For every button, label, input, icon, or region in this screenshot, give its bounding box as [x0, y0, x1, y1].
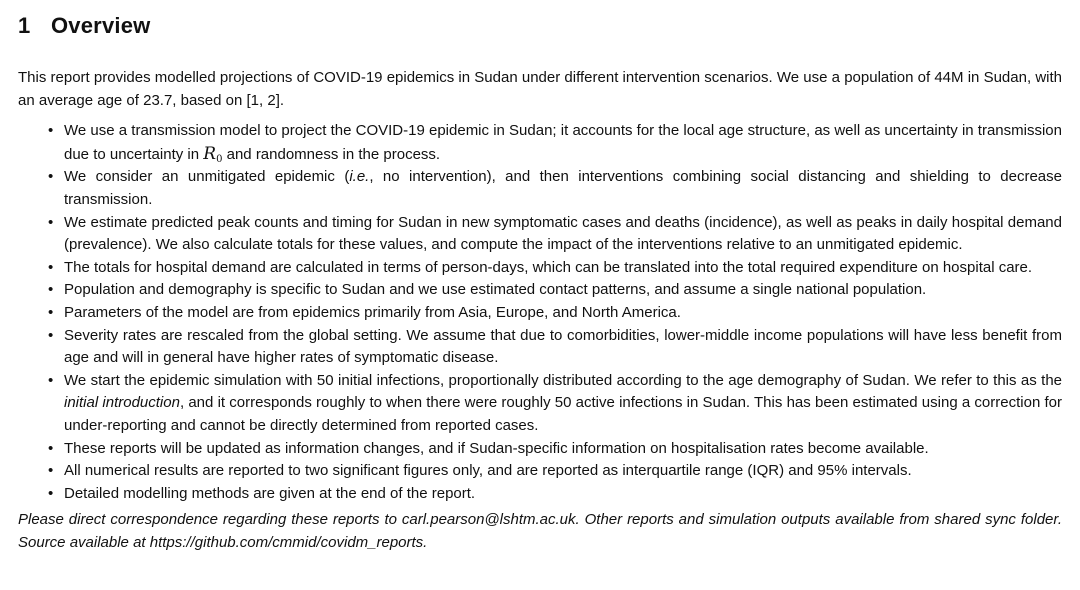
- bullet-text-continued: , no intervention), and then interventions combining social distancing and shielding to decrease transmission.: [64, 168, 1062, 208]
- bullet-item-methods: [18, 483, 1062, 506]
- bullet-text: We estimate predicted peak counts and timing for Sudan in new symptomatic cases and deaths (incidence), as well as peaks in daily hospital demand (prevalence). We also calculate totals for these values, and compute the impact of the interventions relative to an unmitigated epidemic.: [64, 213, 1062, 254]
- bullet-text: Population and demography is specific to Sudan and we use estimated contact patterns, and assume a single national population.: [64, 281, 927, 299]
- bullet-item-demography: [18, 279, 1062, 302]
- emphasis-text: initial introduction: [64, 394, 180, 412]
- bullet-text: We start the epidemic simulation with 50 initial infections, proportionally distributed according to the age demography of Sudan. We refer to this as the: [64, 371, 1062, 389]
- closing-paragraph: Please direct correspondence regarding these reports to carl.pearson@lshtm.ac.uk. Other reports and simulation outputs available from shared sync folder. Source available at https://github.com/cmmid/covidm_reports.: [18, 511, 1062, 551]
- bullet-text: We use a transmission model to project the COVID-19 epidemic in Sudan; it accounts for the local age structure, as well as uncertainty in transmission due to uncertainty in: [64, 122, 1062, 163]
- bullet-marker: •: [48, 303, 54, 321]
- bullet-text: We consider an unmitigated epidemic (: [64, 168, 350, 186]
- bullet-text: These reports will be updated as information changes, and if Sudan-specific information on hospitalisation rates become available.: [64, 439, 929, 457]
- bullet-text: Severity rates are rescaled from the global setting. We assume that due to comorbidities, lower-middle income populations will have less benefit from age and will in general have higher rates of symptomatic disease.: [64, 326, 1062, 367]
- bullet-item-peak-counts: [18, 212, 1062, 257]
- bullet-item-unmitigated: [18, 166, 1062, 211]
- bullet-marker: •: [48, 213, 54, 231]
- section-number: 1: [18, 13, 31, 38]
- bullet-text-continued: , and it corresponds roughly to when there were roughly 50 active infections in Sudan. This has been estimated using a correction for under-reporting and cannot be directly determined from reported cases.: [64, 394, 1062, 434]
- bullet-marker: •: [48, 439, 54, 457]
- bullet-marker: •: [48, 122, 54, 140]
- bullet-text: The totals for hospital demand are calculated in terms of person-days, which can be translated into the total required expenditure on hospital care.: [64, 258, 1033, 276]
- bullet-marker: •: [48, 258, 54, 276]
- bullet-list: [18, 120, 1062, 505]
- bullet-text: Parameters of the model are from epidemics primarily from Asia, Europe, and North America.: [64, 303, 681, 321]
- bullet-item-severity: [18, 325, 1062, 370]
- bullet-marker: •: [48, 484, 54, 502]
- section-title: Overview: [51, 13, 151, 38]
- bullet-marker: •: [48, 281, 54, 299]
- bullet-marker: •: [48, 168, 54, 186]
- emphasis-text: i.e.: [349, 168, 370, 186]
- bullet-text: All numerical results are reported to two significant figures only, and are reported as interquartile range (IQR) and 95% intervals.: [64, 462, 912, 480]
- r0-letter: R: [203, 143, 217, 164]
- r0-symbol: [203, 144, 222, 164]
- bullet-marker: •: [48, 326, 54, 344]
- bullet-text-continued: and randomness in the process.: [222, 145, 441, 163]
- bullet-item-updates: [18, 438, 1062, 461]
- bullet-item-significant-figures: [18, 460, 1062, 483]
- bullet-marker: •: [48, 371, 54, 389]
- bullet-item-initial-infections: [18, 370, 1062, 438]
- bullet-item-hospital-demand: [18, 257, 1062, 280]
- section-heading: [18, 12, 1062, 40]
- r0-subscript: 0: [216, 153, 223, 165]
- bullet-item-parameters: [18, 302, 1062, 325]
- bullet-item-transmission-model: [18, 120, 1062, 166]
- body-text: [18, 67, 1062, 554]
- bullet-text: Detailed modelling methods are given at the end of the report.: [64, 484, 476, 502]
- bullet-marker: •: [48, 462, 54, 480]
- intro-paragraph: This report provides modelled projections of COVID-19 epidemics in Sudan under different intervention scenarios. We use a population of 44M in Sudan, with an average age of 23.7, based on [1, 2].: [18, 69, 1062, 109]
